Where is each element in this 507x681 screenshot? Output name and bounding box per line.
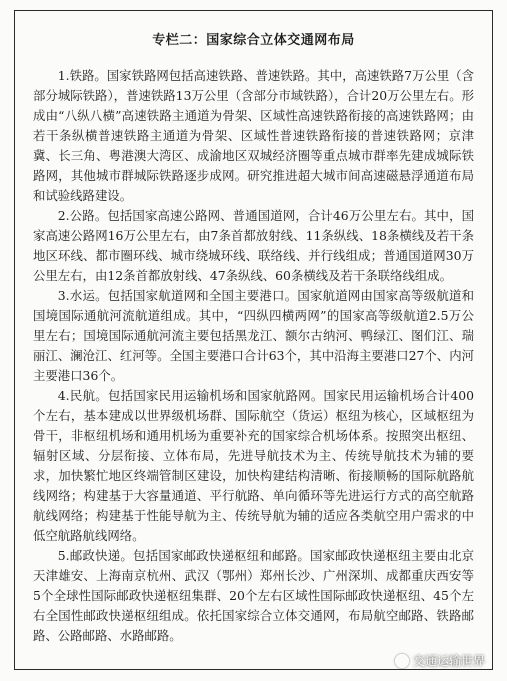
section-aviation: 4.民航。包括国家民用运输机场和国家航路网。国家民用运输机场合计400个左右，基本建成以世界级机场群、国际航空（货运）枢纽为核心，区域枢纽为骨干，非枢纽机场和通用机场为重要补充的国家综合机场体系。按照突出枢纽、辐射区域、分层衔接、立体布局，先进导航技术为主、传统导航技术为辅的要求，加快繁忙地区终端管制区建设，加快构建结构清晰、衔接顺畅的国际航路航线网络；构建基于大容量通道、平行航路、单向循环等先进运行方式的高空航路航线网络；构建基于性能导航为主、传统导航为辅的适应各类航空用户需求的中低空航路航线网络。: [33, 388, 474, 543]
section-postal: 5.邮政快递。包括国家邮政快递枢纽和邮路。国家邮政快递枢纽主要由北京天津雄安、上海南京杭州、武汉（鄂州）郑州长沙、广州深圳、成都重庆西安等5个全球性国际邮政快递枢纽集群、20个左右区域性国际邮政快递枢纽、45个左右全国性邮政快递枢纽组成。依托国家综合立体交通网，布局航空邮路、铁路邮路、公路邮路、水路邮路。: [33, 548, 474, 643]
section-railway: 1.铁路。国家铁路网包括高速铁路、普速铁路。其中，高速铁路7万公里（含部分城际铁路），普速铁路13万公里（含部分市域铁路），合计20万公里左右。形成由“八纵八横”高速铁路主通道为骨架、区域性高速铁路衔接的高速铁路网；由若干条纵横普速铁路主通道为骨架、区域性普速铁路衔接的普速铁路网；京津冀、长三角、粤港澳大湾区、成渝地区双城经济圈等重点城市群率先建成城际铁路网，其他城市群城际铁路逐步成网。研究推进超大城市间高速磁悬浮通道布局和试验线路建设。: [33, 68, 475, 203]
column-box: [14, 10, 493, 670]
box-title: 专栏二：国家综合立体交通网布局: [152, 33, 355, 48]
watermark: [395, 652, 485, 669]
section-highway: 2.公路。包括国家高速公路网、普通国道网，合计46万公里左右。其中，国家高速公路网16万公里左右，由7条首都放射线、11条纵线、18条横线及若干条地区环线、都市圈环线、城市绕城环线、联络线、并行线组成；普通国道网30万公里左右，由12条首都放射线、47条纵线、60条横线及若干条联络线组成。: [33, 208, 474, 283]
watermark-text: 交通运输世界: [412, 654, 485, 668]
section-waterway: 3.水运。包括国家航道网和全国主要港口。国家航道网由国家高等级航道和国境国际通航河流航道组成。其中，“四纵四横两网”的国家高等级航道2.5万公里左右；国境国际通航河流主要包括黑龙江、额尔古纳河、鸭绿江、图们江、瑞丽江、澜沧江、红河等。全国主要港口合计63个，其中沿海主要港口27个、内河主要港口36个。: [33, 288, 474, 383]
wechat-official-account-icon: [395, 654, 409, 668]
